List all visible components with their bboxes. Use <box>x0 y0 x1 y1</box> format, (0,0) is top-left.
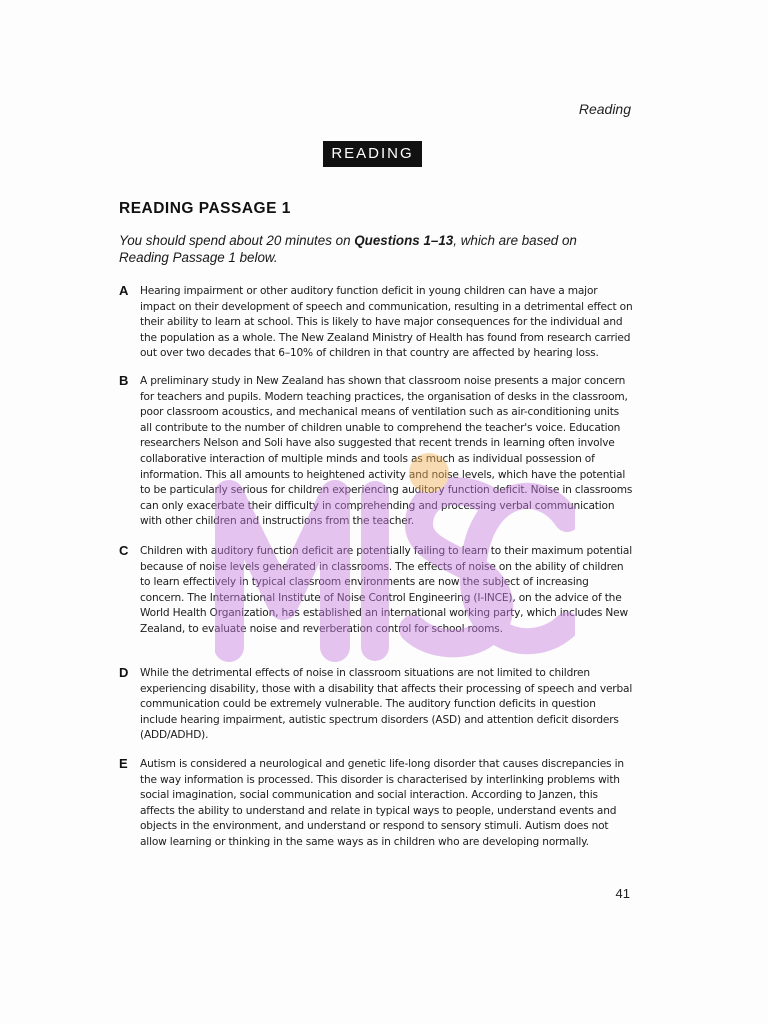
passage-title: READING PASSAGE 1 <box>119 200 291 217</box>
instruction-prefix: You should spend about 20 minutes on <box>119 233 355 248</box>
page-number: 41 <box>615 886 630 901</box>
instruction-questions: Questions 1–13 <box>354 233 454 248</box>
paragraph-text: Children with auditory function deficit are potentially failing to learn to their maximum potential because of noise levels generated in classrooms. The effects of noise on the ability of children to learn effectively in typical classroom environments are now the subject of increasing concern. The International Institute of Noise Control Engineering (I-INCE), on the advice of the World Health Organization, has established an international working party, which includes New Zealand, to evaluate noise and reverberation control for school rooms. <box>140 545 633 635</box>
paragraph-letter: B <box>119 373 129 388</box>
section-label: READING <box>323 141 422 167</box>
paragraph-text: Hearing impairment or other auditory function deficit in young children can have a major impact on their development of speech and communication, resulting in a detrimental effect on their ability to learn at school. This is likely to have major consequences for the individual and the population as a whole. The New Zealand Ministry of Health has found from research carried out over two decades that 6–10% of children in that country are affected by hearing loss. <box>140 285 633 360</box>
paragraph-letter: E <box>119 756 128 771</box>
passage-instruction <box>119 232 629 266</box>
paragraph-letter: C <box>119 543 129 558</box>
instruction-suffix: , which are based on Reading Passage 1 below. <box>119 233 577 265</box>
paragraph-text: While the detrimental effects of noise in classroom situations are not limited to children experiencing disability, those with a disability that affects their processing of speech and verbal communication could be extremely vulnerable. The auditory function deficits in question include hearing impairment, autistic spectrum disorders (ASD) and attention deficit disorders (ADD/ADHD). <box>140 667 633 742</box>
paragraph-letter: A <box>119 283 129 298</box>
running-header: Reading <box>578 101 631 117</box>
paragraph-letter: D <box>119 665 129 680</box>
paragraph-text: A preliminary study in New Zealand has shown that classroom noise presents a major concern for teachers and pupils. Modern teaching practices, the organisation of desks in the classroom, poor classroom acoustics, and mechanical means of ventilation such as air-conditioning units all contribute to the number of children unable to comprehend the teacher's voice. Education researchers Nelson and Soli have also suggested that recent trends in learning often involve collaborative interaction of multiple minds and tools as much as individual possession of information. This all amounts to heightened activity and noise levels, which have the potential to be particularly serious for children experiencing auditory function deficit. Noise in classrooms can only exacerbate their difficulty in comprehending and processing verbal communication with other children and instructions from the teacher. <box>140 375 633 528</box>
paragraph-text: Autism is considered a neurological and genetic life-long disorder that causes discrepancies in the way information is processed. This disorder is characterised by interlinking problems with social imagination, social communication and social interaction. According to Janzen, this affects the ability to understand and relate in typical ways to people, understand events and objects in the environment, and understand or respond to sensory stimuli. Autism does not allow learning or thinking in the same ways as in children who are developing normally. <box>140 758 624 848</box>
